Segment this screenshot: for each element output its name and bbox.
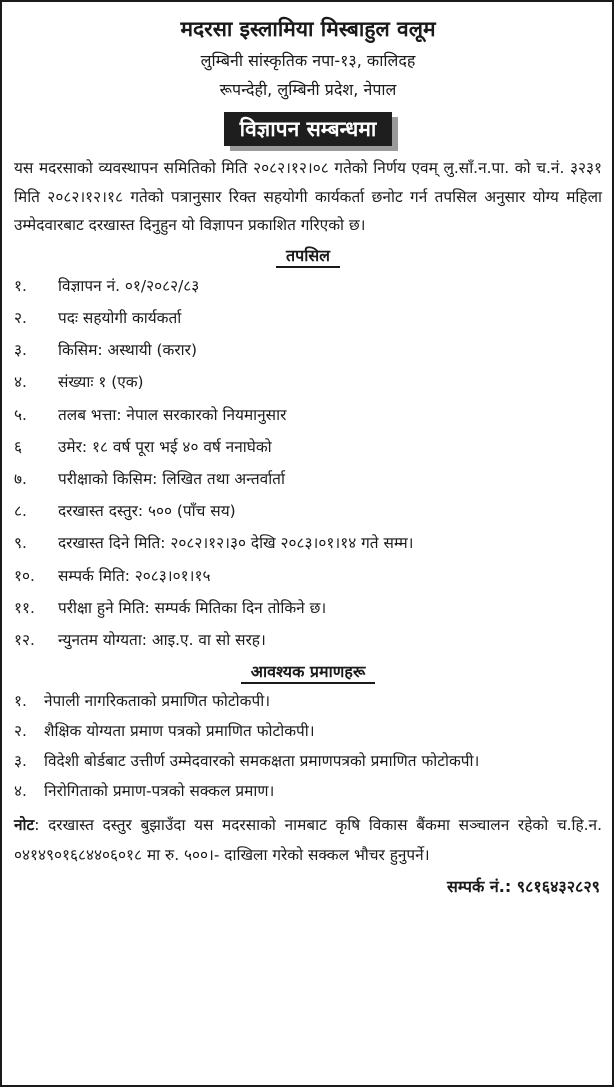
item-number: १. [14,692,27,711]
note-label: नोट [14,816,35,835]
item-text: परीक्षा हुने मिति: सम्पर्क मितिका दिन तोकिने छ। [58,598,327,617]
item-number: ४. [14,373,27,392]
list-item [14,592,602,624]
item-text: दरखास्त दस्तुर: ५०० (पाँच सय) [58,502,236,521]
address-line-2: रूपन्देही, लुम्बिनी प्रदेश, नेपाल [219,80,397,99]
item-text: दरखास्त दिने मिति: २०८२।१२।३० देखि २०८३।०१।१४ गते सम्म। [58,534,414,553]
list-item [14,366,602,398]
note-paragraph [14,810,602,870]
item-text: नेपाली नागरिकताको प्रमाणित फोटोकपी। [44,692,271,711]
item-text: उमेर: १८ वर्ष पूरा भई ४० वर्ष ननाघेको [58,437,272,456]
list-item [14,686,602,716]
item-number: ४. [14,782,27,801]
item-text: सम्पर्क मिति: २०८३।०१।१५ [58,566,211,585]
item-number: २. [14,308,27,327]
list-item [14,463,602,495]
list-item [14,776,602,806]
item-text: पदः सहयोगी कार्यकर्ता [58,308,182,327]
item-text: विदेशी बोर्डबाट उत्तीर्ण उम्मेदवारको समकक्षता प्रमाणपत्रको प्रमाणित फोटोकपी। [44,752,480,771]
list-item [14,624,602,656]
list-item [14,495,602,527]
list-item [14,527,602,559]
item-number: ७. [14,470,27,488]
item-number: १०. [14,566,35,585]
organization-name: मदरसा इस्लामिया मिस्बाहुल वलूम [180,17,436,41]
item-text: किसिम: अस्थायी (करार) [58,341,197,360]
list-item [14,399,602,431]
item-number: ९. [14,534,27,553]
documents-heading-text: आवश्यक प्रमाणहरू [241,662,376,684]
list-item [14,560,602,592]
item-number: ३. [14,752,27,771]
item-text: परीक्षाको किसिम: लिखित तथा अन्तर्वार्ता [58,470,285,488]
intro-paragraph: यस मदरसाको व्यवस्थापन समितिको मिति २०८२।१२।०८ गतेको निर्णय एवम् लु.सॉं.न.पा. को च.नं. ३२३१ मिति २०८२।१२।१८ गतेको पत्रानुसार रिक्त सहयोगी कार्यकर्ता छनोट गर्न तपसिल अनुसार योग्य महिला उम्मेदवारबाट दरखास्त दिनुहुन यो विज्ञापन प्रकाशित गरिएको छ। [14,159,602,235]
item-number: ५. [14,405,27,424]
list-item [14,746,602,776]
documents-heading [14,658,602,686]
item-text: न्युनतम योग्यता: आइ.ए. वा सो सरह। [58,631,266,650]
item-number: १. [14,276,27,295]
list-item [14,431,602,463]
item-text: शैक्षिक योग्यता प्रमाण पत्रको प्रमाणित फोटोकपी। [44,722,315,741]
banner-container [14,112,602,146]
notice-title-banner: विज्ञापन सम्बन्धमा [224,112,393,146]
list-item [14,334,602,366]
item-number: ३. [14,341,27,360]
details-heading-text: तपसिल [276,246,340,268]
item-number: १२. [14,631,35,650]
details-list [14,270,602,656]
list-item [14,716,602,746]
list-item [14,270,602,302]
item-number: ११. [14,598,35,617]
address-line-1: लुम्बिनी सांस्कृतिक नपा-१३, कालिदह [200,51,416,70]
contact-number: सम्पर्क नं.: ९८१६४३२८२९ [447,877,600,897]
item-number: ८. [14,502,27,521]
item-text: विज्ञापन नं. ०१/२०८२/८३ [58,276,200,295]
note-text: : दरखास्त दस्तुर बुझाउँदा यस मदरसाको नामबाट कृषि विकास बैंकमा सञ्चालन रहेको च.हि.न. ०४१४९०१६८४४०६०१८ मा रु. ५००।- दाखिला गरेको सक्कल भौचर हुनुपर्ने। [14,816,602,865]
details-heading [14,242,602,270]
list-item [14,302,602,334]
item-number: २. [14,722,27,741]
item-text: निरोगिताको प्रमाण-पत्रको सक्कल प्रमाण। [44,782,275,801]
item-text: तलब भत्ता: नेपाल सरकारको नियमानुसार [58,405,287,424]
item-text: संख्याः १ (एक) [58,373,144,392]
item-number: ६ [14,437,23,456]
documents-list [14,686,602,806]
